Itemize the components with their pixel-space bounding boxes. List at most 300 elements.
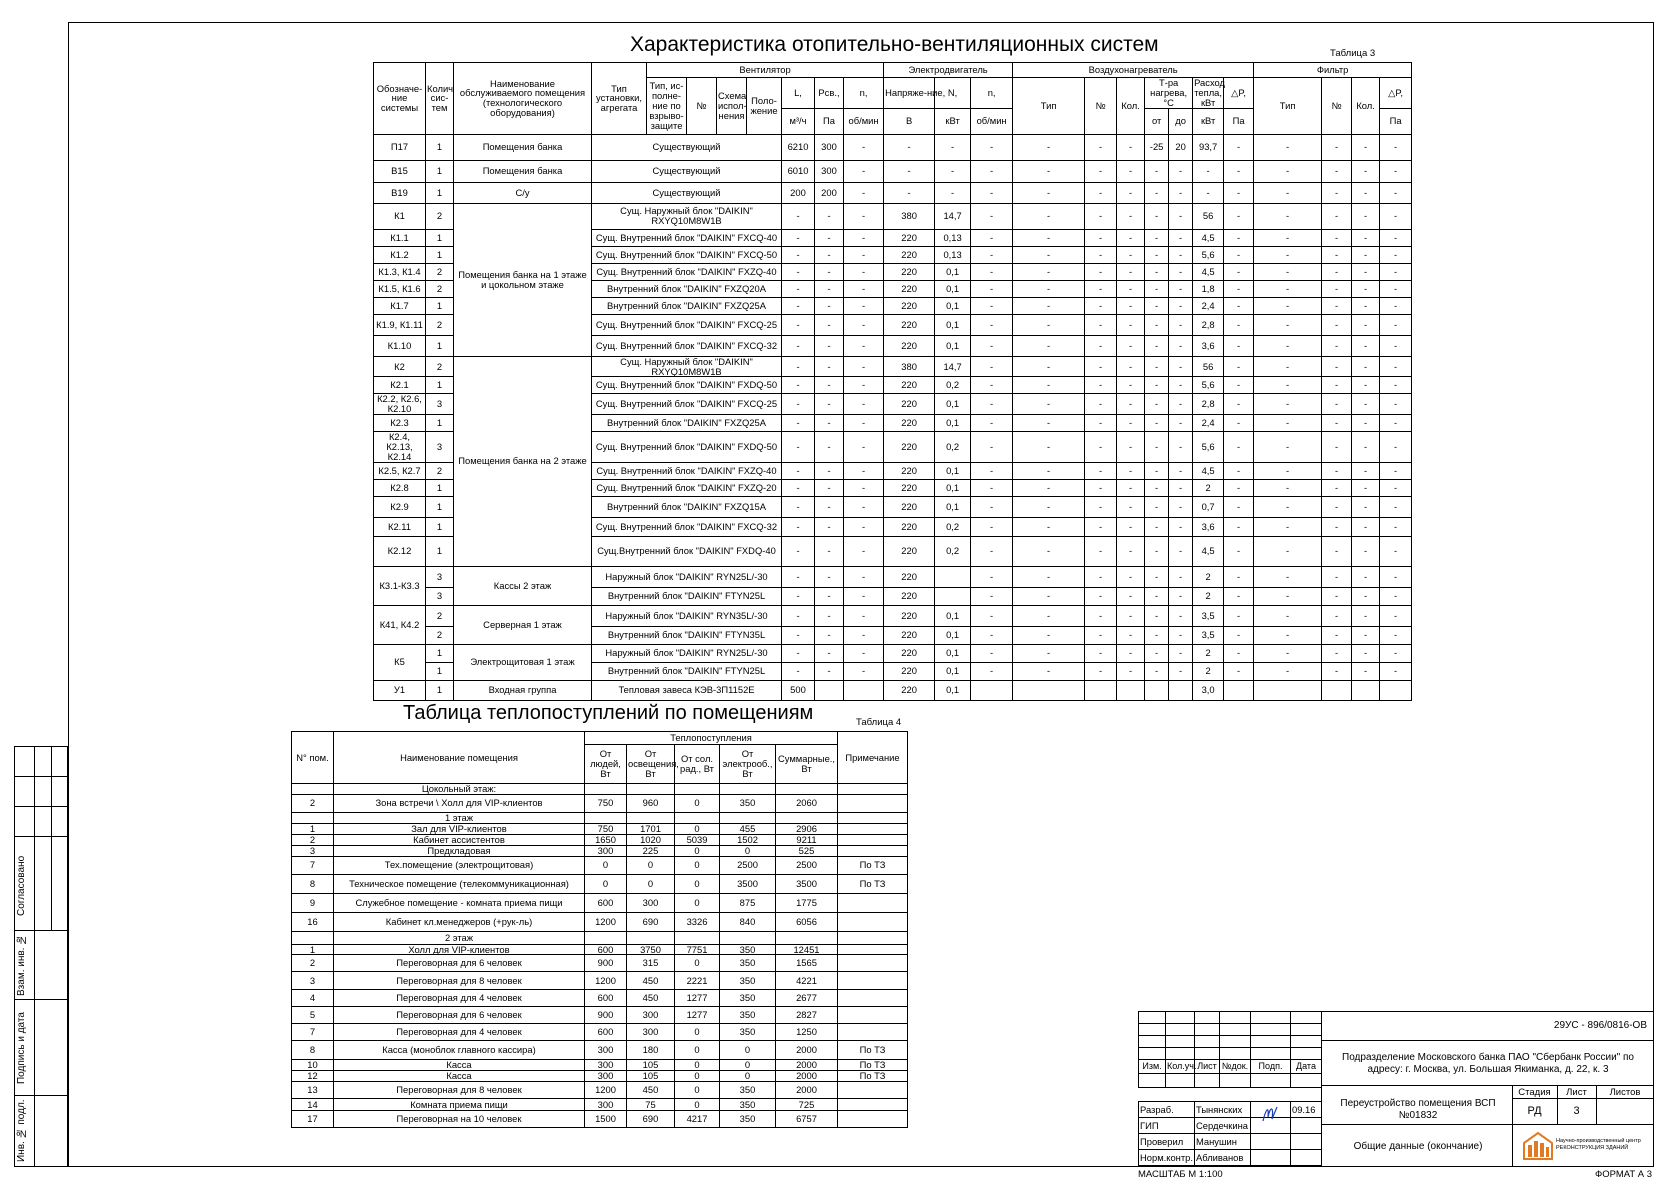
cell-q: 3,6	[1193, 517, 1224, 536]
cell-a: 300	[585, 1071, 627, 1082]
t3-h-unit: Тип установки, агрегата	[592, 63, 647, 135]
cell-b: 300	[627, 893, 675, 912]
cell-rpm2: -	[971, 566, 1013, 587]
row-spacer	[720, 812, 776, 823]
cell-rpm: -	[844, 496, 884, 517]
cell-q: 4,5	[1193, 536, 1224, 566]
cell-b: 225	[627, 845, 675, 856]
cell-rpm: -	[844, 229, 884, 246]
cell-ft: -	[1254, 160, 1322, 182]
cell-hk: -	[1117, 263, 1145, 280]
cell-d: 350	[720, 972, 776, 990]
row-spacer	[585, 812, 627, 823]
cell-no: 3	[292, 845, 334, 856]
cell-hn: -	[1085, 280, 1117, 297]
cell-fn: -	[1322, 536, 1352, 566]
cell-hn: -	[1085, 246, 1117, 263]
cell-dp: -	[1224, 280, 1254, 297]
table-row	[292, 856, 908, 874]
cell-P: -	[815, 626, 844, 644]
cell-q: 56	[1193, 356, 1224, 377]
cell-d: 350	[720, 955, 776, 972]
cell-note	[838, 834, 908, 845]
t3-h-ftype: Тип	[1254, 78, 1322, 135]
cell-tt: -	[1169, 415, 1193, 432]
cell-rpm: -	[844, 605, 884, 626]
cell-dp: -	[1224, 356, 1254, 377]
cell-L: -	[782, 644, 815, 662]
cell-L: 200	[782, 182, 815, 203]
system-id: К1.7	[374, 297, 426, 314]
cell-dp: -	[1224, 496, 1254, 517]
cell-N: 0,1	[935, 644, 971, 662]
cell-note	[838, 912, 908, 931]
row-spacer	[627, 931, 675, 944]
table3-title: Характеристика отопительно-вентиляционных систем	[630, 33, 1159, 56]
revision-header: Изм.	[1139, 1060, 1166, 1074]
cell-d: 350	[720, 1024, 776, 1041]
cell-a: 300	[585, 1041, 627, 1060]
cell-rpm2: -	[971, 415, 1013, 432]
row-spacer	[838, 931, 908, 944]
cell-fk: -	[1352, 644, 1380, 662]
cell-ht: -	[1013, 229, 1085, 246]
row-spacer	[627, 812, 675, 823]
floor-header-row	[292, 784, 908, 795]
cell-rpm2: -	[971, 626, 1013, 644]
cell-ht	[1013, 680, 1085, 700]
cell-note	[838, 794, 908, 812]
cell-fn: -	[1322, 335, 1352, 356]
cell-hn: -	[1085, 432, 1117, 463]
revision-header: Дата	[1291, 1060, 1322, 1074]
cell-ft: -	[1254, 644, 1322, 662]
cell-ft: -	[1254, 246, 1322, 263]
cell-name: Переговорная на 10 человек	[334, 1111, 585, 1128]
cell-fn: -	[1322, 626, 1352, 644]
cell-ft: -	[1254, 394, 1322, 415]
cell-no: 3	[292, 972, 334, 990]
cell-fn: -	[1322, 182, 1352, 203]
cell-c: 0	[675, 1071, 720, 1082]
unit-type: Сущ. Внутренний блок "DAIKIN" FXCQ-25	[592, 314, 782, 335]
t4-h-name: Наименование помещения	[334, 732, 585, 784]
cell-rpm2: -	[971, 377, 1013, 394]
cell-fn: -	[1322, 644, 1352, 662]
row-spacer	[776, 784, 838, 795]
cell-c: 0	[675, 955, 720, 972]
served-room: С/у	[454, 182, 592, 203]
cell-rpm2: -	[971, 517, 1013, 536]
cell-hn: -	[1085, 566, 1117, 587]
t3-h-fno: №	[1322, 78, 1352, 135]
cell-c: 0	[675, 1041, 720, 1060]
cell-no: 8	[292, 1041, 334, 1060]
cell-a: 600	[585, 893, 627, 912]
table-row	[374, 160, 1412, 182]
system-count: 2	[426, 203, 454, 229]
cell-P: -	[815, 566, 844, 587]
table-row	[292, 1082, 908, 1099]
cell-fdp: -	[1380, 246, 1412, 263]
cell-P: -	[815, 280, 844, 297]
cell-rpm: -	[844, 462, 884, 479]
cell-ht: -	[1013, 626, 1085, 644]
cell-rpm2: -	[971, 644, 1013, 662]
cell-hn	[1085, 680, 1117, 700]
system-id: К1.5, К1.6	[374, 280, 426, 297]
cell-V: 220	[884, 496, 935, 517]
table-row	[374, 566, 1412, 587]
cell-fdp: -	[1380, 356, 1412, 377]
cell-hk: -	[1117, 626, 1145, 644]
cell-tt: -	[1169, 182, 1193, 203]
cell-rpm2: -	[971, 605, 1013, 626]
cell-dp: -	[1224, 644, 1254, 662]
cell-L: -	[782, 517, 815, 536]
cell-dp: -	[1224, 246, 1254, 263]
t3-h-to: до	[1169, 108, 1193, 134]
cell-hk: -	[1117, 394, 1145, 415]
cell-fn: -	[1322, 462, 1352, 479]
unit-type: Сущ.Внутренний блок "DAIKIN" FXDQ-40	[592, 536, 782, 566]
cell-note	[838, 1099, 908, 1111]
cell-a: 1200	[585, 972, 627, 990]
cell-name: Зона встречи \ Холл для VIP-клиентов	[334, 794, 585, 812]
cell-fn: -	[1322, 566, 1352, 587]
cell-fn: -	[1322, 415, 1352, 432]
cell-tt: -	[1169, 394, 1193, 415]
cell-hn: -	[1085, 182, 1117, 203]
cell-rpm2: -	[971, 479, 1013, 496]
cell-ht: -	[1013, 263, 1085, 280]
cell-name: Тех.помещение (электрощитовая)	[334, 856, 585, 874]
table4	[291, 731, 908, 1128]
revision-header: №док.	[1220, 1060, 1251, 1074]
cell-dp	[1224, 680, 1254, 700]
cell-tt: -	[1169, 160, 1193, 182]
table4-title: Таблица теплопоступлений по помещениям	[403, 702, 814, 724]
cell-P: -	[815, 496, 844, 517]
signer-date	[1291, 1150, 1322, 1166]
table-row	[292, 912, 908, 931]
cell-fn: -	[1322, 587, 1352, 605]
system-id: У1	[374, 680, 426, 700]
cell-hn: -	[1085, 662, 1117, 680]
served-room: Серверная 1 этаж	[454, 605, 592, 644]
cell-rpm2: -	[971, 280, 1013, 297]
cell-L: -	[782, 496, 815, 517]
cell-a: 300	[585, 845, 627, 856]
cell-P: -	[815, 479, 844, 496]
cell-tt: -	[1169, 517, 1193, 536]
t4-h-light: От освещения, Вт	[627, 745, 675, 784]
t3-h-no: №	[687, 78, 717, 135]
cell-hk: -	[1117, 280, 1145, 297]
system-id: К5	[374, 644, 426, 680]
table-row	[374, 605, 1412, 626]
cell-hk: -	[1117, 335, 1145, 356]
cell-name: Переговорная для 8 человек	[334, 972, 585, 990]
cell-q: 2,8	[1193, 394, 1224, 415]
cell-tt: -	[1169, 263, 1193, 280]
cell-V: 220	[884, 246, 935, 263]
cell-no: 5	[292, 1007, 334, 1024]
revision-header: Подп.	[1251, 1060, 1291, 1074]
cell-b: 105	[627, 1060, 675, 1071]
cell-hn: -	[1085, 297, 1117, 314]
sheet-title: Общие данные (окончание)	[1353, 1141, 1483, 1152]
cell-q: 1,8	[1193, 280, 1224, 297]
system-count: 1	[426, 496, 454, 517]
cell-a: 1650	[585, 834, 627, 845]
cell-V: 220	[884, 229, 935, 246]
served-room: Помещения банка на 2 этаже	[454, 356, 592, 566]
t3-h-fcount: Кол.	[1352, 78, 1380, 135]
cell-fk: -	[1352, 626, 1380, 644]
unit-type: Наружный блок "DAIKIN" RYN35L/-30	[592, 605, 782, 626]
cell-fdp: -	[1380, 517, 1412, 536]
cell-tf: -	[1145, 297, 1169, 314]
cell-P: -	[815, 462, 844, 479]
signer-role: Разраб.	[1139, 1102, 1195, 1118]
cell-hk	[1117, 680, 1145, 700]
cell-P: -	[815, 644, 844, 662]
cell-hk: -	[1117, 229, 1145, 246]
revision-grid	[1138, 1011, 1322, 1088]
cell-e: 2500	[776, 856, 838, 874]
cell-P: -	[815, 263, 844, 280]
t3-h-position: Поло-жение	[747, 78, 782, 135]
cell-tf: -	[1145, 263, 1169, 280]
cell-fdp: -	[1380, 432, 1412, 463]
cell-N: 0,1	[935, 462, 971, 479]
cell-rpm2: -	[971, 314, 1013, 335]
t4-h-no: N° пом.	[292, 732, 334, 784]
cell-ht: -	[1013, 517, 1085, 536]
system-count: 2	[426, 280, 454, 297]
cell-d: 350	[720, 990, 776, 1007]
cell-d: 2500	[720, 856, 776, 874]
cell-q: 2,8	[1193, 314, 1224, 335]
cell-V: 220	[884, 335, 935, 356]
cell-c: 0	[675, 874, 720, 893]
t3-h-n2: n,	[971, 78, 1013, 109]
system-id: К2.4, К2.13, К2.14	[374, 432, 426, 463]
system-id: К1.9, К1.11	[374, 314, 426, 335]
row-spacer	[776, 931, 838, 944]
cell-hk: -	[1117, 517, 1145, 536]
row-spacer	[720, 784, 776, 795]
revision-header: Кол.уч.	[1166, 1060, 1195, 1074]
cell-ft: -	[1254, 314, 1322, 335]
cell-ht: -	[1013, 377, 1085, 394]
cell-P: -	[815, 432, 844, 463]
t4-h-total: Суммарные., Вт	[776, 745, 838, 784]
cell-ht: -	[1013, 297, 1085, 314]
cell-b: 105	[627, 1071, 675, 1082]
cell-tt: -	[1169, 566, 1193, 587]
system-id: К2.8	[374, 479, 426, 496]
cell-fdp: -	[1380, 160, 1412, 182]
cell-hn: -	[1085, 626, 1117, 644]
cell-name: Переговорная для 4 человек	[334, 1024, 585, 1041]
cell-fdp: -	[1380, 280, 1412, 297]
row-spacer	[292, 784, 334, 795]
cell-fdp: -	[1380, 263, 1412, 280]
cell-ht: -	[1013, 496, 1085, 517]
cell-q: 5,6	[1193, 432, 1224, 463]
cell-tf: -	[1145, 394, 1169, 415]
cell-tf: -	[1145, 432, 1169, 463]
cell-no: 9	[292, 893, 334, 912]
cell-dp: -	[1224, 160, 1254, 182]
cell-P: 200	[815, 182, 844, 203]
project-name: Переустройство помещения ВСП №01832	[1340, 1098, 1496, 1121]
cell-fn: -	[1322, 605, 1352, 626]
system-count: 1	[426, 297, 454, 314]
cell-ft: -	[1254, 229, 1322, 246]
cell-tf: -	[1145, 246, 1169, 263]
signer-name: Тынянских	[1195, 1102, 1251, 1118]
cell-b: 450	[627, 972, 675, 990]
cell-L: -	[782, 415, 815, 432]
cell-note	[838, 1082, 908, 1099]
cell-N: 0,1	[935, 280, 971, 297]
cell-c: 7751	[675, 944, 720, 955]
cell-tf: -	[1145, 335, 1169, 356]
cell-note: По ТЗ	[838, 856, 908, 874]
cell-d: 1502	[720, 834, 776, 845]
t3-h-temp: Т-ра нагрева,°С	[1145, 78, 1193, 109]
cell-rpm: -	[844, 644, 884, 662]
t3-h-fdp-unit: Па	[1380, 108, 1412, 134]
cell-a: 0	[585, 856, 627, 874]
cell-hk: -	[1117, 462, 1145, 479]
table-row	[292, 1041, 908, 1060]
cell-P: -	[815, 536, 844, 566]
cell-q: 2	[1193, 644, 1224, 662]
table-row	[292, 955, 908, 972]
t3-h-dp: △P,	[1224, 78, 1254, 109]
unit-type: Сущ. Внутренний блок "DAIKIN" FXZQ-40	[592, 263, 782, 280]
table-row	[374, 644, 1412, 662]
cell-tt: -	[1169, 377, 1193, 394]
cell-fn: -	[1322, 297, 1352, 314]
cell-fn: -	[1322, 496, 1352, 517]
cell-a: 600	[585, 990, 627, 1007]
cell-hk: -	[1117, 415, 1145, 432]
table-row	[374, 203, 1412, 229]
table-row	[374, 134, 1412, 160]
system-count: 2	[426, 356, 454, 377]
served-room: Электрощитовая 1 этаж	[454, 644, 592, 680]
cell-fn: -	[1322, 160, 1352, 182]
cell-L: 6010	[782, 160, 815, 182]
cell-no: 16	[292, 912, 334, 931]
cell-note	[838, 972, 908, 990]
cell-tf: -	[1145, 517, 1169, 536]
cell-ft: -	[1254, 134, 1322, 160]
cell-fdp: -	[1380, 479, 1412, 496]
floor-label: Цокольный этаж:	[334, 784, 585, 795]
cell-dp: -	[1224, 536, 1254, 566]
revision-header: Лист	[1195, 1060, 1220, 1074]
cell-hk: -	[1117, 314, 1145, 335]
cell-tt: -	[1169, 297, 1193, 314]
cell-fn	[1322, 680, 1352, 700]
cell-d: 0	[720, 1041, 776, 1060]
cell-rpm: -	[844, 536, 884, 566]
cell-a: 750	[585, 823, 627, 834]
sheets-header: Листов	[1609, 1087, 1641, 1098]
cell-name: Служебное помещение - комната приема пищи	[334, 893, 585, 912]
cell-fdp: -	[1380, 335, 1412, 356]
cell-e: 3500	[776, 874, 838, 893]
cell-q: 2,4	[1193, 297, 1224, 314]
cell-note	[838, 955, 908, 972]
cell-ft: -	[1254, 182, 1322, 203]
cell-name: Холл для VIP-клиентов	[334, 944, 585, 955]
cell-b: 690	[627, 912, 675, 931]
cell-L: -	[782, 536, 815, 566]
cell-rpm: -	[844, 263, 884, 280]
system-id: К2	[374, 356, 426, 377]
cell-note	[838, 1111, 908, 1128]
system-count: 1	[426, 160, 454, 182]
system-id: К2.12	[374, 536, 426, 566]
system-id: К2.11	[374, 517, 426, 536]
system-count: 2	[426, 263, 454, 280]
cell-hk: -	[1117, 566, 1145, 587]
system-id: П17	[374, 134, 426, 160]
unit-type: Существующий	[592, 160, 782, 182]
t4-h-note: Примечание	[838, 732, 908, 784]
signer-date	[1291, 1118, 1322, 1134]
system-count: 1	[426, 182, 454, 203]
t3-h-fan: Вентилятор	[647, 63, 884, 78]
system-id: В15	[374, 160, 426, 182]
cell-N: 0,1	[935, 626, 971, 644]
cell-b: 3750	[627, 944, 675, 955]
cell-rpm: -	[844, 280, 884, 297]
cell-L: 6210	[782, 134, 815, 160]
cell-ft: -	[1254, 263, 1322, 280]
row-spacer	[720, 931, 776, 944]
cell-V: 220	[884, 517, 935, 536]
table-row	[292, 845, 908, 856]
unit-type: Сущ. Внутренний блок "DAIKIN" FXCQ-32	[592, 517, 782, 536]
served-room: Помещения банка на 1 этаже и цокольном этаже	[454, 203, 592, 356]
cell-hn: -	[1085, 160, 1117, 182]
cell-note	[838, 845, 908, 856]
cell-ht: -	[1013, 280, 1085, 297]
cell-q: 2	[1193, 587, 1224, 605]
cell-hk: -	[1117, 662, 1145, 680]
cell-tf: -	[1145, 479, 1169, 496]
cell-name: Касса	[334, 1060, 585, 1071]
cell-e: 12451	[776, 944, 838, 955]
cell-dp: -	[1224, 394, 1254, 415]
cell-ft: -	[1254, 415, 1322, 432]
cell-N: 0,1	[935, 394, 971, 415]
cell-d: 0	[720, 845, 776, 856]
cell-ht: -	[1013, 462, 1085, 479]
cell-rpm: -	[844, 335, 884, 356]
cell-P: -	[815, 356, 844, 377]
cell-tt: -	[1169, 605, 1193, 626]
cell-rpm: -	[844, 182, 884, 203]
